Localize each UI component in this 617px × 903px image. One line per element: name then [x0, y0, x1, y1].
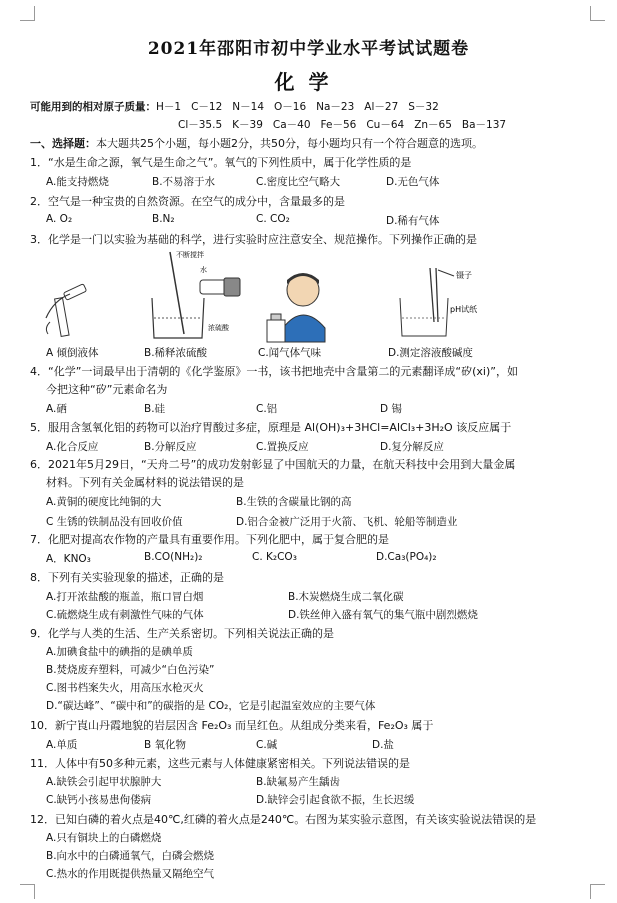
q5-option-c: C.置换反应: [256, 441, 309, 453]
q8-option-a: A.打开浓盐酸的瓶盖，瓶口冒白烟: [46, 591, 204, 603]
pouring-liquid-figure: [40, 278, 100, 340]
crop-mark-bottom-left: [20, 884, 35, 899]
atomic-mass-item: O－16: [274, 101, 307, 113]
atomic-mass-item: Ba－137: [461, 119, 507, 131]
atomic-mass-item: Na－23: [316, 101, 355, 113]
q2-option-c: C. CO₂: [256, 213, 290, 225]
exam-title: 2021年邵阳市初中学业水平考试试题卷: [147, 39, 470, 59]
q11-option-a: A.缺铁会引起甲状腺肿大: [46, 776, 162, 788]
q4-option-d: D 锡: [380, 403, 402, 415]
q10-option-d: D.盐: [372, 739, 394, 751]
ph-paper-label: pH试纸: [450, 305, 478, 314]
q1-option-a: A.能支持燃烧: [46, 176, 109, 188]
q11-option-d: D.缺锌会引起食欲不振，生长迟缓: [256, 794, 415, 806]
atomic-mass-item: N－14: [232, 101, 264, 113]
q11-option-b: B.缺氟易产生龋齿: [256, 776, 341, 788]
q5-stem: 5．服用含氢氧化铝的药物可以治疗胃酸过多症，原理是 Al(OH)₃+3HCl=AlCl₃+3H₂O 该反应属于: [30, 421, 512, 434]
q12-option-c: C.热水的作用既提供热量又隔绝空气: [46, 868, 215, 880]
q4-option-c: C.铝: [256, 403, 278, 415]
atomic-mass-item: C－12: [191, 101, 223, 113]
atomic-mass-item: Zn－65: [414, 119, 452, 131]
q2-option-b: B.N₂: [152, 213, 175, 225]
q10-option-c: C.碱: [256, 739, 278, 751]
q2-option-d: D.稀有气体: [386, 215, 440, 227]
atomic-mass-item: H－1: [156, 101, 182, 113]
q7-option-b: B.CO(NH₂)₂: [144, 551, 203, 563]
q9-stem: 9．化学与人类的生活、生产关系密切。下列相关说法正确的是: [30, 627, 334, 640]
q3-option-b: B.稀释浓硫酸: [144, 347, 208, 359]
section1-head: 一、选择题：: [30, 137, 96, 150]
q12-option-a: A.只有铜块上的白磷燃烧: [46, 832, 162, 844]
atomic-mass-item: Cu－64: [366, 119, 405, 131]
q10-stem: 10．新宁崀山丹霞地貌的岩层因含 Fe₂O₃ 而呈红色。从组成分类来看，Fe₂O₃ 属于: [30, 719, 434, 732]
water-label: 水: [200, 266, 207, 274]
q7-option-a: A．KNO₃: [46, 553, 91, 565]
q8-option-c: C.硫燃烧生成有刺激性气味的气体: [46, 609, 204, 621]
q8-option-d: D.铁丝伸入盛有氧气的集气瓶中剧烈燃烧: [288, 609, 478, 621]
q1-option-d: D.无色气体: [386, 176, 440, 188]
q2-option-a: A. O₂: [46, 213, 73, 225]
masses-label: 可能用到的相对原子质量：: [30, 101, 156, 113]
q6-stem-line2: 材料。下列有关金属材料的说法错误的是: [46, 476, 244, 489]
stir-label: 不断搅拌: [176, 251, 204, 259]
q3-option-a: A 倾倒液体: [46, 347, 99, 359]
dilute-acid-figure: [140, 248, 250, 343]
q7-stem: 7．化肥对提高农作物的产量具有重要作用。下列化肥中，属于复合肥的是: [30, 533, 389, 546]
q1-stem: 1．“水是生命之源，氧气是生命之气”。氧气的下列性质中，属于化学性质的是: [30, 156, 412, 169]
q3-figures: [40, 248, 600, 343]
q9-option-a: A.加碘食盐中的碘指的是碘单质: [46, 646, 193, 658]
smell-gas-figure: [265, 268, 335, 343]
q12-stem: 12．已知白磷的着火点是40℃,红磷的着火点是240℃。右图为某实验示意图，有关该实验说法错误的是: [30, 813, 537, 826]
atomic-mass-item: S－32: [408, 101, 439, 113]
tweezers-label: 镊子: [456, 271, 472, 280]
q4-option-a: A.硒: [46, 403, 67, 415]
atomic-masses: [30, 98, 516, 134]
ph-test-figure: [390, 262, 500, 342]
crop-mark-top-left: [20, 6, 35, 21]
q5-option-d: D.复分解反应: [380, 441, 444, 453]
q8-stem: 8．下列有关实验现象的描述，正确的是: [30, 571, 224, 584]
q6-option-d: D.铝合金被广泛用于火箭、飞机、轮船等制造业: [236, 516, 458, 528]
q3-option-d: D.测定溶液酸碱度: [388, 347, 473, 359]
q4-option-b: B.硅: [144, 403, 166, 415]
subject-title: 化学: [274, 70, 343, 94]
q5-option-b: B.分解反应: [144, 441, 197, 453]
q5-option-a: A.化合反应: [46, 441, 99, 453]
q11-stem: 11．人体中有50多种元素，这些元素与人体健康紧密相关。下列说法错误的是: [30, 757, 410, 770]
q9-option-c: C.图书档案失火，用高压水枪灭火: [46, 682, 204, 694]
q10-option-b: B 氧化物: [144, 739, 187, 751]
q3-option-c: C.闻气体气味: [258, 347, 322, 359]
atomic-mass-item: Cl－35.5: [178, 119, 223, 131]
atomic-mass-item: Fe－56: [320, 119, 357, 131]
q9-option-d: D.“碳达峰”、“碳中和”的碳指的是 CO₂，它是引起温室效应的主要气体: [46, 700, 376, 712]
q12-option-b: B.向水中的白磷通氧气，白磷会燃烧: [46, 850, 215, 862]
crop-mark-top-right: [590, 6, 605, 21]
q4-stem-line1: 4．“化学”一词最早出于清朝的《化学鉴原》一书，该书把地壳中含量第二的元素翻译成“矽(xi)”，如: [30, 365, 518, 378]
q1-option-c: C.密度比空气略大: [256, 176, 341, 188]
section1-desc: 本大题共25个小题，每小题2分，共50分，每小题均只有一个符合题意的选项。: [96, 137, 483, 150]
acid-label: 浓硫酸: [208, 324, 229, 332]
q9-option-b: B.焚烧废弃塑料，可减少“白色污染”: [46, 664, 215, 676]
q6-stem-line1: 6．2021年5月29日，“天舟二号”的成功发射彰显了中国航天的力量，在航天科技中会用到大量金属: [30, 458, 516, 471]
q2-stem: 2．空气是一种宝贵的自然资源。在空气的成分中，含量最多的是: [30, 195, 345, 208]
q10-option-a: A.单质: [46, 739, 78, 751]
q1-option-b: B.不易溶于水: [152, 176, 216, 188]
atomic-mass-item: Al－27: [364, 101, 399, 113]
atomic-mass-item: Ca－40: [272, 119, 311, 131]
q3-stem: 3．化学是一门以实验为基础的科学，进行实验时应注意安全、规范操作。下列操作正确的是: [30, 233, 477, 246]
q4-stem-line2: 今把这种“矽”元素命名为: [46, 383, 168, 396]
q6-option-c: C 生锈的铁制品没有回收价值: [46, 516, 183, 528]
q8-option-b: B.木炭燃烧生成二氧化碳: [288, 591, 404, 603]
section1-header: [30, 134, 596, 153]
crop-mark-bottom-right: [590, 884, 605, 899]
atomic-mass-item: K－39: [232, 119, 263, 131]
q11-option-c: C.缺钙小孩易患佝偻病: [46, 794, 152, 806]
q7-option-d: D.Ca₃(PO₄)₂: [376, 551, 437, 563]
q6-option-b: B.生铁的含碳量比钢的高: [236, 496, 352, 508]
q6-option-a: A.黄铜的硬度比纯铜的大: [46, 496, 162, 508]
q7-option-c: C. K₂CO₃: [252, 551, 297, 563]
